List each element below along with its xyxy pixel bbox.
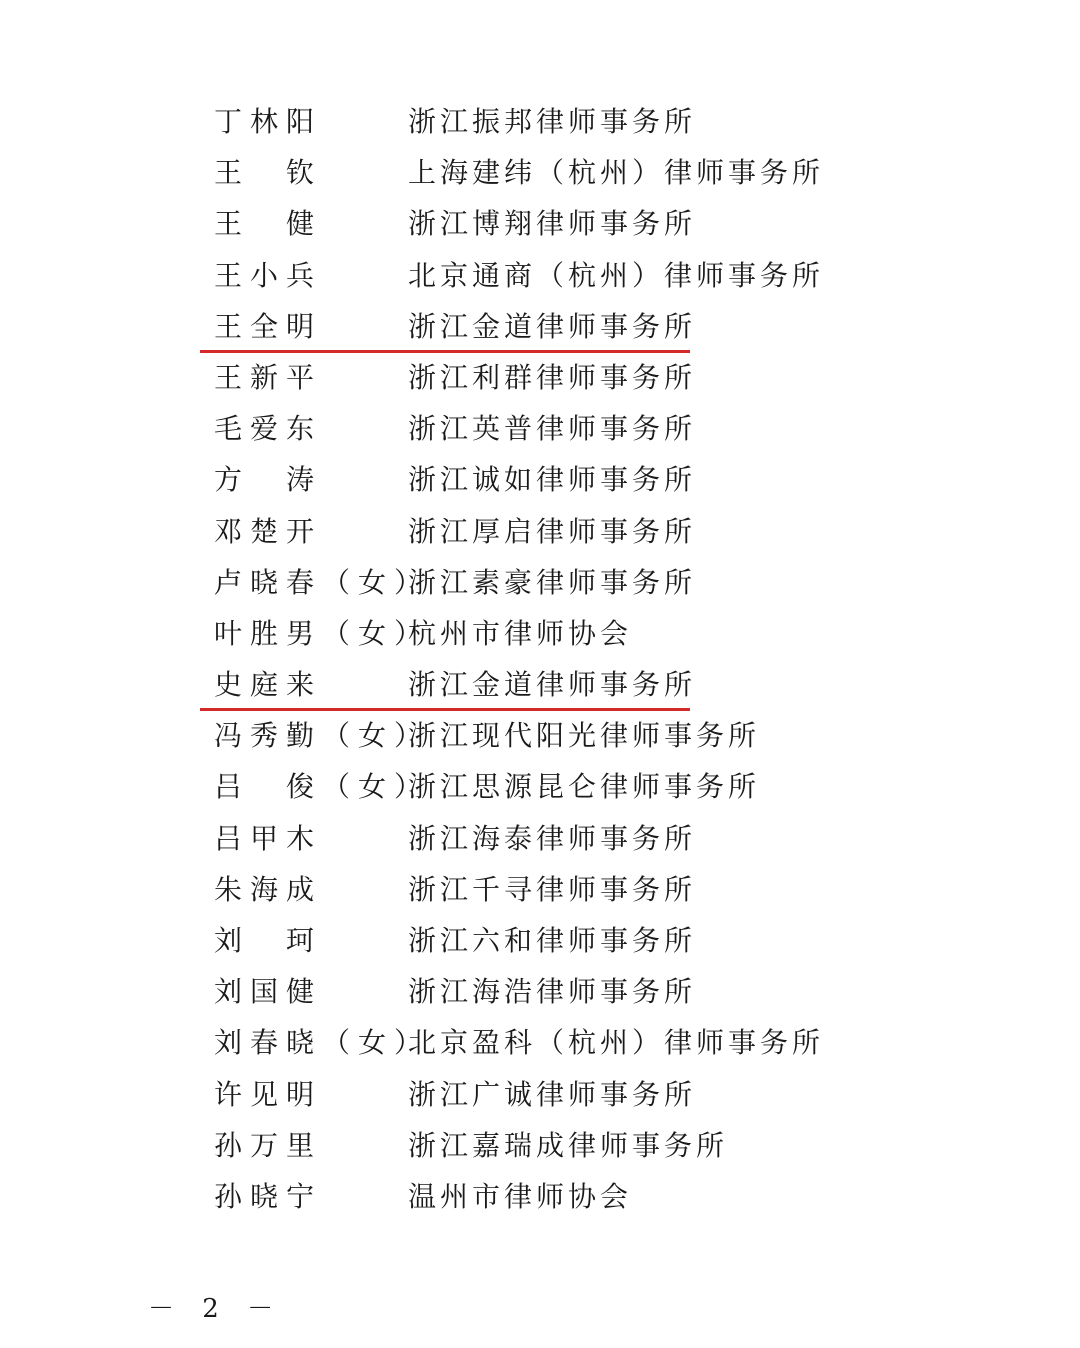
law-firm-name: 杭州市律师协会 [408,616,633,650]
list-item [0,608,1080,659]
law-firm-name: 浙江博翔律师事务所 [408,207,697,241]
list-item [0,1171,1080,1222]
law-firm-name: 浙江六和律师事务所 [408,924,697,957]
law-firm-name: 上海建纬（杭州）律师事务所 [408,156,825,190]
law-firm-name: 浙江海浩律师事务所 [408,975,697,1009]
list-item [0,454,1080,505]
lawyer-name: 吕甲木 [214,821,323,855]
law-firm-name: 北京盈科（杭州）律师事务所 [408,1026,825,1060]
lawyer-name: 毛爱东 [214,412,323,446]
list-item [0,966,1080,1017]
lawyer-name: 王全明 [214,309,323,343]
law-firm-name: 浙江诚如律师事务所 [408,463,697,497]
lawyer-name: 刘 珂 [214,924,323,957]
list-item [0,506,1080,557]
list-item [0,557,1080,608]
law-firm-name: 浙江素豪律师事务所 [408,565,697,599]
law-firm-name: 浙江利群律师事务所 [408,360,697,394]
law-firm-name: 浙江千寻律师事务所 [408,872,697,906]
law-firm-name: 浙江思源昆仑律师事务所 [408,770,761,804]
list-item [0,250,1080,301]
lawyer-name: 刘春晓（女） [214,1026,431,1060]
list-item [0,1120,1080,1171]
page-number: － 2 － [148,1294,284,1324]
list-item [0,352,1080,403]
list-item [0,813,1080,864]
lawyer-name: 王 钦 [214,156,323,190]
lawyer-name: 王 健 [214,207,323,241]
lawyer-name: 王小兵 [214,258,323,292]
list-item [0,147,1080,198]
lawyer-name: 许见明 [214,1077,323,1111]
law-firm-name: 浙江金道律师事务所 [408,309,697,343]
law-firm-name: 浙江嘉瑞成律师事务所 [408,1128,729,1162]
law-firm-name: 北京通商（杭州）律师事务所 [408,258,825,292]
list-item [0,915,1080,966]
law-firm-name: 浙江海泰律师事务所 [408,821,697,855]
lawyer-name: 朱海成 [214,872,323,906]
lawyer-name: 吕 俊（女） [214,770,431,804]
law-firm-name: 浙江现代阳光律师事务所 [408,719,761,753]
lawyer-name: 卢晓春（女） [214,565,431,599]
list-item [0,761,1080,812]
list-item [0,659,1080,710]
list-item [0,710,1080,761]
lawyer-name: 孙万里 [214,1128,323,1162]
list-item [0,96,1080,147]
lawyer-name: 刘国健 [214,975,323,1009]
list-item [0,198,1080,249]
lawyer-name: 丁林阳 [214,105,323,138]
list-item [0,301,1080,352]
lawyer-name: 方 涛 [214,463,323,497]
law-firm-name: 浙江英普律师事务所 [408,412,697,446]
law-firm-name: 温州市律师协会 [408,1179,633,1213]
lawyer-name: 孙晓宁 [214,1179,323,1213]
law-firm-name: 浙江振邦律师事务所 [408,105,697,138]
law-firm-name: 浙江广诚律师事务所 [408,1077,697,1111]
lawyer-list [0,96,1080,1222]
list-item [0,864,1080,915]
lawyer-name: 冯秀勤（女） [214,719,431,753]
lawyer-name: 史庭来 [214,668,323,702]
lawyer-name: 叶胜男（女） [214,616,431,650]
lawyer-name: 邓楚开 [214,514,323,548]
list-item [0,403,1080,454]
law-firm-name: 浙江厚启律师事务所 [408,514,697,548]
list-item [0,1017,1080,1068]
law-firm-name: 浙江金道律师事务所 [408,668,697,702]
list-item [0,1069,1080,1120]
lawyer-name: 王新平 [214,360,323,394]
